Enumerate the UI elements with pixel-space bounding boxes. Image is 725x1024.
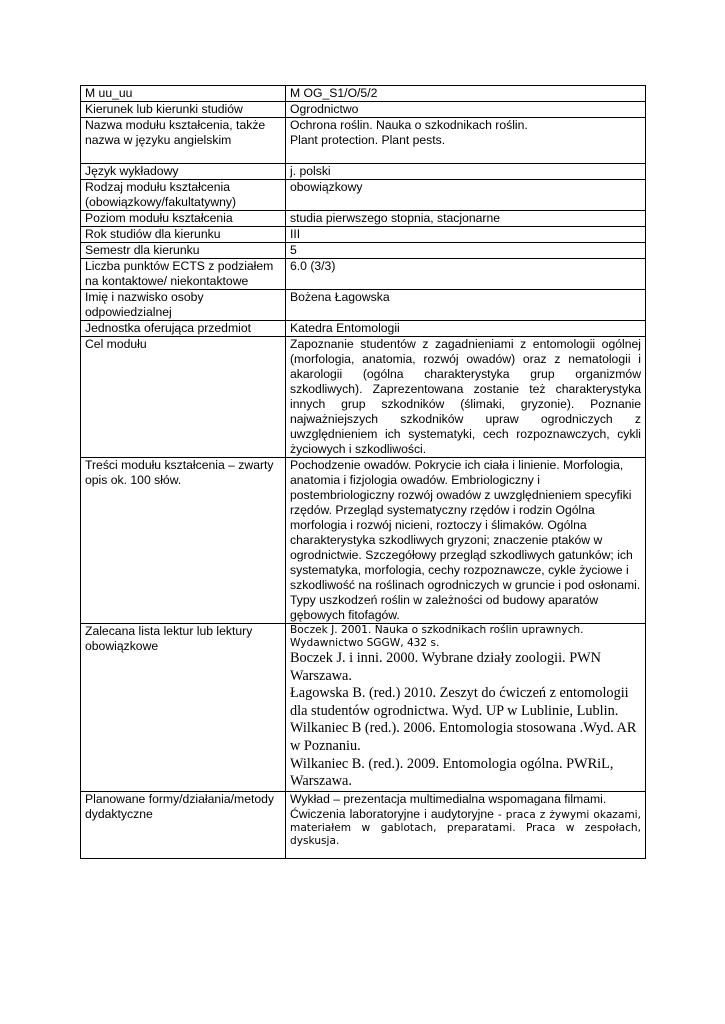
table-row: [81, 337, 646, 458]
field-of-study-label: Kierunek lub kierunki studiów: [81, 102, 286, 118]
teaching-methods-exercises-title: Ćwiczenia laboratoryjne i audytoryjne: [290, 806, 494, 821]
module-name-polish: Ochrona roślin. Nauka o szkodnikach roślin.: [290, 118, 528, 132]
responsible-person-value: Bożena Łagowska: [286, 290, 646, 321]
reading-list-value: [286, 624, 646, 792]
table-row: [81, 624, 646, 792]
table-row: [81, 791, 646, 858]
module-code-value: M OG_S1/O/5/2: [286, 86, 646, 102]
table-row: [81, 102, 646, 118]
table-row: [81, 458, 646, 624]
year-label: Rok studiów dla kierunku: [81, 227, 286, 243]
module-type-value: obowiązkowy: [286, 180, 646, 211]
semester-label: Semestr dla kierunku: [81, 243, 286, 259]
teaching-methods-lecture: Wykład – prezentacja multimedialna wspomagana filmami.: [290, 791, 607, 806]
language-label: Język wykładowy: [81, 164, 286, 180]
module-code-label: M uu_uu: [81, 86, 286, 102]
teaching-methods-label: Planowane formy/działania/metody dydaktyczne: [81, 791, 286, 858]
reading-list-item: Wilkaniec B (red.). 2006. Entomologia stosowana .Wyd. AR w Poznaniu.: [290, 720, 637, 754]
table-row: [81, 86, 646, 102]
module-goal-value: Zapoznanie studentów z zagadnieniami z entomologii ogólnej (morfologia, anatomia, rozwój owadów) oraz z nematologii i akarologii (ogólna charakterystyka grup organizmów szkodliwych). Zaprezentowana zostanie też charakterystyka innych grup szkodników (ślimaki, gryzonie). Poznanie najważniejszych szkodników upraw ogrodniczych z uwzględnieniem ich systematyki, cech rozpoznawczych, cykli życiowych i szkodliwości.: [286, 337, 646, 458]
year-value: III: [286, 227, 646, 243]
field-of-study-value: Ogrodnictwo: [286, 102, 646, 118]
module-name-english: Plant protection. Plant pests.: [290, 133, 446, 147]
table-row: [81, 321, 646, 337]
teaching-methods-exercises: [290, 807, 641, 848]
table-row: [81, 259, 646, 290]
table-row: [81, 180, 646, 211]
module-description-table: [80, 85, 646, 859]
table-row: [81, 227, 646, 243]
ects-value: 6.0 (3/3): [286, 259, 646, 290]
module-goal-label: Cel modułu: [81, 337, 286, 458]
table-row: [81, 290, 646, 321]
teaching-methods-exercises-desc: - praca z żywymi okazami, materiałem w gablotach, preparatami. Praca w zespołach, dyskusja.: [290, 808, 641, 847]
unit-label: Jednostka oferująca przedmiot: [81, 321, 286, 337]
reading-list-item: Łagowska B. (red.) 2010. Zeszyt do ćwiczeń z entomologii dla studentów ogrodnictwa. Wyd. UP w Lublinie, Lublin.: [290, 685, 629, 719]
language-value: j. polski: [286, 164, 646, 180]
ects-label: Liczba punktów ECTS z podziałem na kontaktowe/ niekontaktowe: [81, 259, 286, 290]
semester-value: 5: [286, 243, 646, 259]
reading-list-item: Wilkaniec B. (red.). 2009. Entomologia ogólna. PWRiL, Warszawa.: [290, 755, 614, 790]
table-row: [81, 243, 646, 259]
reading-list-item: Boczek J. i inni. 2000. Wybrane działy zoologii. PWN Warszawa.: [290, 650, 601, 684]
level-value: studia pierwszego stopnia, stacjonarne: [286, 211, 646, 227]
reading-list-label: Zalecana lista lektur lub lektury obowiązkowe: [81, 624, 286, 792]
reading-list-item: Boczek J. 2001. Nauka o szkodnikach roślin uprawnych. Wydawnictwo SGGW, 432 s.: [290, 624, 584, 649]
teaching-methods-value: [286, 791, 646, 858]
module-content-value: Pochodzenie owadów. Pokrycie ich ciała i linienie. Morfologia, anatomia i fizjologia owadów. Embriologiczny i postembriologiczny rozwój owadów z uwzględnieniem specyfiki rzędów. Przegląd systematyczny rzędów i rodzin Ogólna morfologia i rozwój nicieni, roztoczy i ślimaków. Ogólna charakterystyka szkodliwych gryzoni; znaczenie ptaków w ogrodnictwie. Szczegółowy przegląd szkodliwych gatunków; ich systematyka, morfologia, cechy rozpoznawcze, cykle życiowe i szkodliwość na roślinach ogrodniczych w gruncie i pod osłonami. Typy uszkodzeń roślin w zależności od budowy aparatów gębowych fitofagów.: [286, 458, 646, 624]
level-label: Poziom modułu kształcenia: [81, 211, 286, 227]
unit-value: Katedra Entomologii: [286, 321, 646, 337]
module-type-label: Rodzaj modułu kształcenia (obowiązkowy/fakultatywny): [81, 180, 286, 211]
table-row: [81, 118, 646, 164]
table-row: [81, 164, 646, 180]
responsible-person-label: Imię i nazwisko osoby odpowiedzialnej: [81, 290, 286, 321]
module-content-label: Treści modułu kształcenia – zwarty opis ok. 100 słów.: [81, 458, 286, 624]
table-row: [81, 211, 646, 227]
module-name-value: [286, 118, 646, 164]
module-name-label: Nazwa modułu kształcenia, także nazwa w języku angielskim: [81, 118, 286, 164]
